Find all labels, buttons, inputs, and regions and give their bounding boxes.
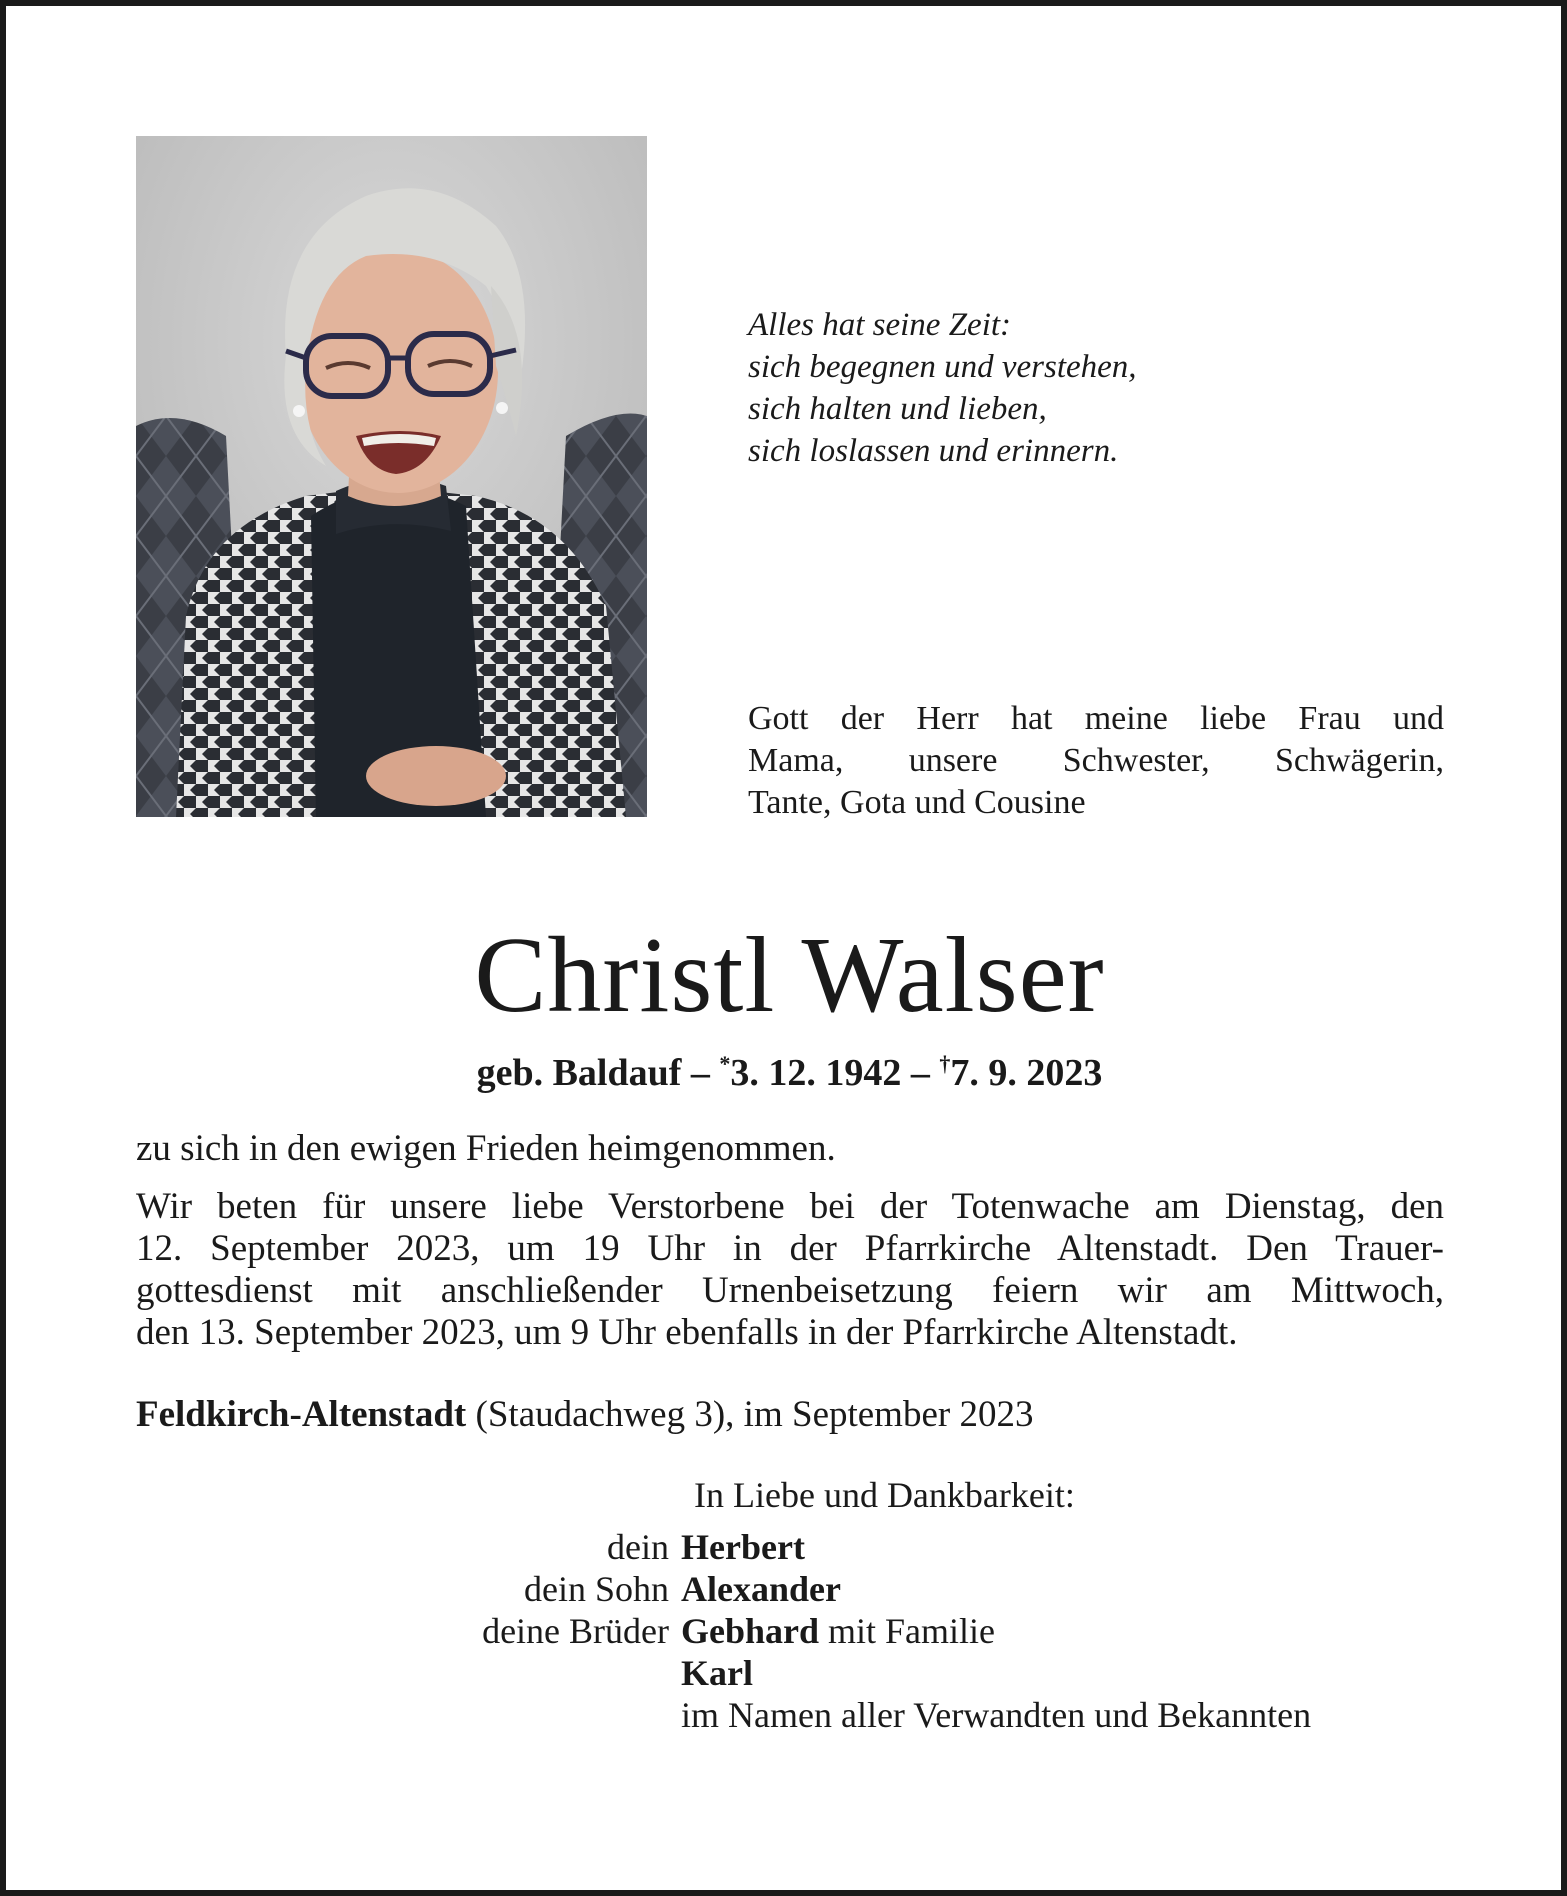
life-dates <box>6 1040 1567 1097</box>
mourner-name: Karl <box>681 1653 753 1693</box>
date-separator: – <box>901 1052 940 1094</box>
place-town: Feldkirch-Altenstadt <box>136 1394 467 1435</box>
mourner-relation <box>306 1652 681 1694</box>
mourner-row <box>306 1694 1446 1736</box>
death-mark: † <box>939 1051 951 1076</box>
place-rest: (Staudachweg 3), im September 2023 <box>466 1394 1034 1435</box>
body-line: zu sich in den ewigen Frieden heimgenommen. <box>136 1128 836 1169</box>
portrait-illustration <box>136 136 647 817</box>
body-line: gottesdienst mit anschließender Urnenbeisetzung feiern wir am Mittwoch, <box>136 1270 1444 1311</box>
mourner-row <box>306 1652 1446 1694</box>
mourner-suffix: mit Familie <box>819 1611 996 1651</box>
verse-quote <box>748 304 1137 472</box>
intro-line: Tante, Gota und Cousine <box>748 784 1086 821</box>
deceased-name: Christl Walser <box>474 916 1105 1035</box>
intro-line: Mama, unsere Schwester, Schwägerin, <box>748 742 1444 779</box>
mourners-list <box>306 1526 1446 1736</box>
verse-line: Alles hat seine Zeit: <box>748 307 1012 343</box>
verse-line: sich begegnen und verstehen, <box>748 349 1137 385</box>
mourner-relation: deine Brüder <box>482 1611 669 1651</box>
mourner-row <box>306 1610 1446 1652</box>
mourner-relation: dein Sohn <box>523 1569 669 1609</box>
date-separator: – <box>681 1052 720 1094</box>
maiden-name: geb. Baldauf <box>476 1052 682 1094</box>
intro-text <box>748 698 1444 824</box>
mourner-suffix: im Namen aller Verwandten und Bekannten <box>681 1695 1312 1735</box>
birth-mark: * <box>719 1051 731 1076</box>
mourner-name: Herbert <box>681 1527 805 1567</box>
body-line: 12. September 2023, um 19 Uhr in der Pfarrkirche Altenstadt. Den Trauer- <box>136 1228 1444 1269</box>
birth-date: 3. 12. 1942 <box>730 1052 902 1094</box>
mourner-row <box>306 1526 1446 1568</box>
mourner-relation <box>306 1694 681 1736</box>
body-line: den 13. September 2023, um 9 Uhr ebenfalls in der Pfarrkirche Altenstadt. <box>136 1312 1238 1353</box>
place-and-date <box>136 1394 1033 1436</box>
intro-line: Gott der Herr hat meine liebe Frau und <box>748 700 1444 737</box>
portrait-photo <box>136 136 647 817</box>
mourner-relation: dein <box>607 1527 669 1567</box>
body-line: Wir beten für unsere liebe Verstorbene bei der Totenwache am Dienstag, den <box>136 1186 1444 1227</box>
verse-line: sich loslassen und erinnern. <box>748 433 1119 469</box>
mourner-name: Gebhard <box>681 1611 820 1651</box>
announcement-body <box>136 1128 1444 1354</box>
mourner-row <box>306 1568 1446 1610</box>
verse-line: sich halten und lieben, <box>748 391 1047 427</box>
death-date: 7. 9. 2023 <box>950 1052 1103 1094</box>
signoff: In Liebe und Dankbarkeit: <box>694 1475 1075 1515</box>
mourner-name: Alexander <box>681 1569 841 1609</box>
